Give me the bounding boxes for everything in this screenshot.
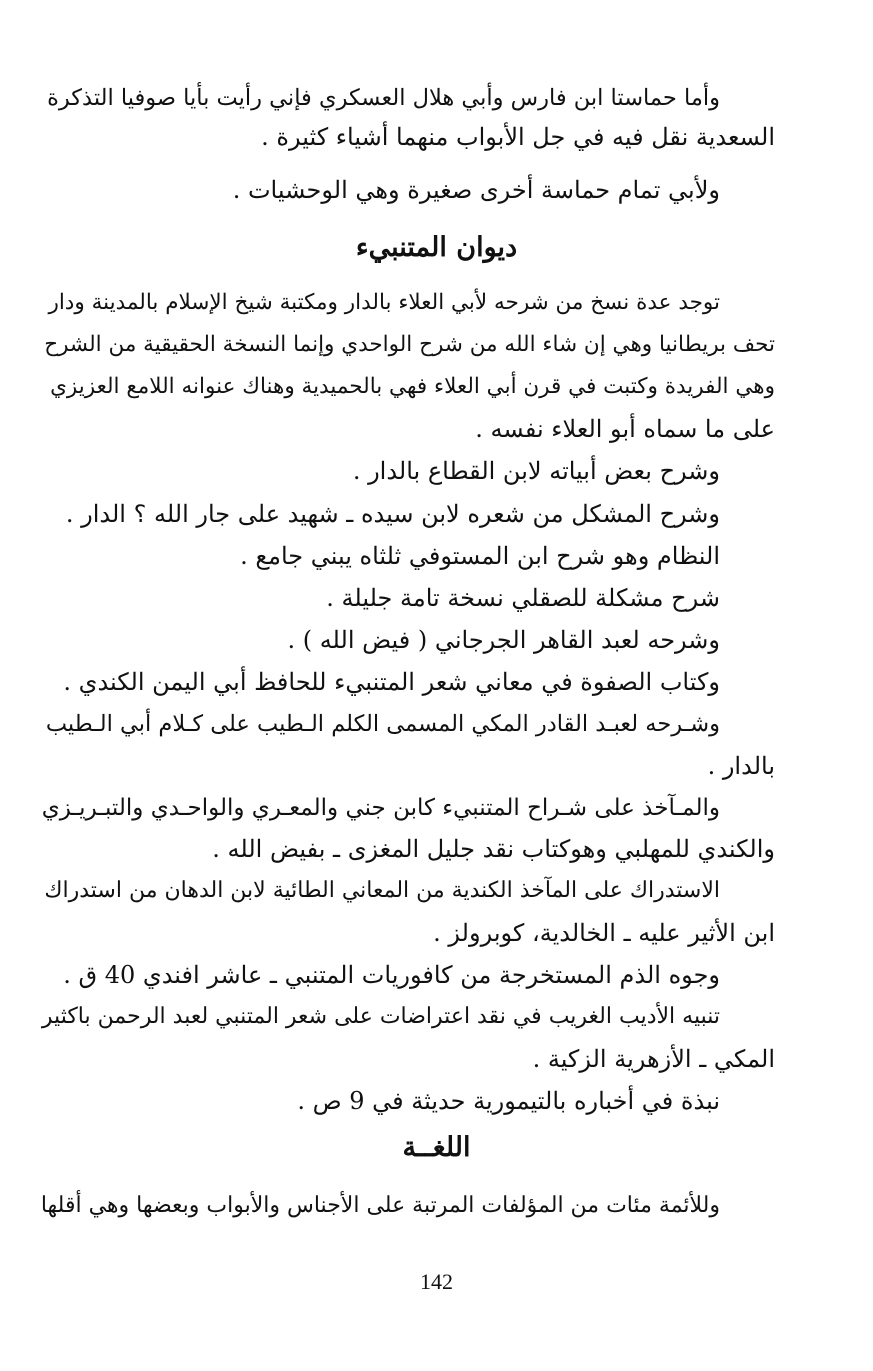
- text-line: والمـآخذ على شـراح المتنبيء كابن جني والمعـري والواحـدي والتبـريـزي: [41, 795, 720, 821]
- text-line: على ما سماه أبو العلاء نفسه .: [475, 415, 775, 443]
- text-line: النظام وهو شرح ابن المستوفي ثلثاه يبني جامع .: [240, 542, 720, 570]
- text-line: وأما حماستا ابن فارس وأبي هلال العسكري فإني رأيت بأيا صوفيا التذكرة: [47, 85, 720, 111]
- text-line: وجوه الذم المستخرجة من كافوريات المتنبي ـ عاشر افندي 40 ق .: [63, 961, 720, 989]
- text-line: تنبيه الأديب الغريب في نقد اعتراضات على شعر المتنبي لعبد الرحمن باكثير: [41, 1004, 720, 1029]
- text-line: وشرح بعض أبياته لابن القطاع بالدار .: [352, 457, 720, 485]
- text-line: تحف بريطانيا وهي إن شاء الله من شرح الواحدي وإنما النسخة الحقيقية من الشرح: [44, 332, 775, 357]
- text-line: وشـرحه لعبـد القادر المكي المسمى الكلم الـطيب على كـلام أبي الـطيب: [45, 711, 720, 737]
- text-line: ولأبي تمام حماسة أخرى صغيرة وهي الوحشيات .: [232, 176, 720, 204]
- text-line: الاستدراك على المآخذ الكندية من المعاني الطائية لابن الدهان من استدراك: [44, 878, 720, 903]
- text-line: وشرح المشكل من شعره لابن سيده ـ شهيد على جار الله ؟ الدار .: [65, 500, 720, 528]
- text-line: والكندي للمهلبي وهوكتاب نقد جليل المغزى ـ بفيض الله .: [212, 835, 775, 863]
- text-line: السعدية نقل فيه في جل الأبواب منهما أشياء كثيرة .: [261, 123, 775, 151]
- text-line: نبذة في أخباره بالتيمورية حديثة في 9 ص .: [297, 1087, 720, 1115]
- section-heading: ديوان المتنبيء: [355, 232, 518, 263]
- text-line: المكي ـ الأزهرية الزكية .: [532, 1045, 775, 1073]
- page-number: 142: [420, 1269, 453, 1294]
- text-line: بالدار .: [707, 752, 775, 780]
- section-heading: اللغــة: [402, 1132, 471, 1163]
- text-line: وشرحه لعبد القاهر الجرجاني ( فيض الله ) .: [287, 626, 720, 654]
- text-line: وللأئمة مئات من المؤلفات المرتبة على الأجناس والأبواب وبعضها وهي أقلها: [40, 1193, 720, 1218]
- text-line: ابن الأثير عليه ـ الخالدية، كوبرولز .: [433, 919, 775, 947]
- text-line: وكتاب الصفوة في معاني شعر المتنبيء للحافظ أبي اليمن الكندي .: [63, 668, 720, 696]
- text-line: توجد عدة نسخ من شرحه لأبي العلاء بالدار ومكتبة شيخ الإسلام بالمدينة ودار: [48, 290, 720, 315]
- text-line: شرح مشكلة للصقلي نسخة تامة جليلة .: [326, 584, 720, 612]
- text-line: وهي الفريدة وكتبت في قرن أبي العلاء فهي بالحميدية وهناك عنوانه اللامع العزيزي: [50, 374, 775, 399]
